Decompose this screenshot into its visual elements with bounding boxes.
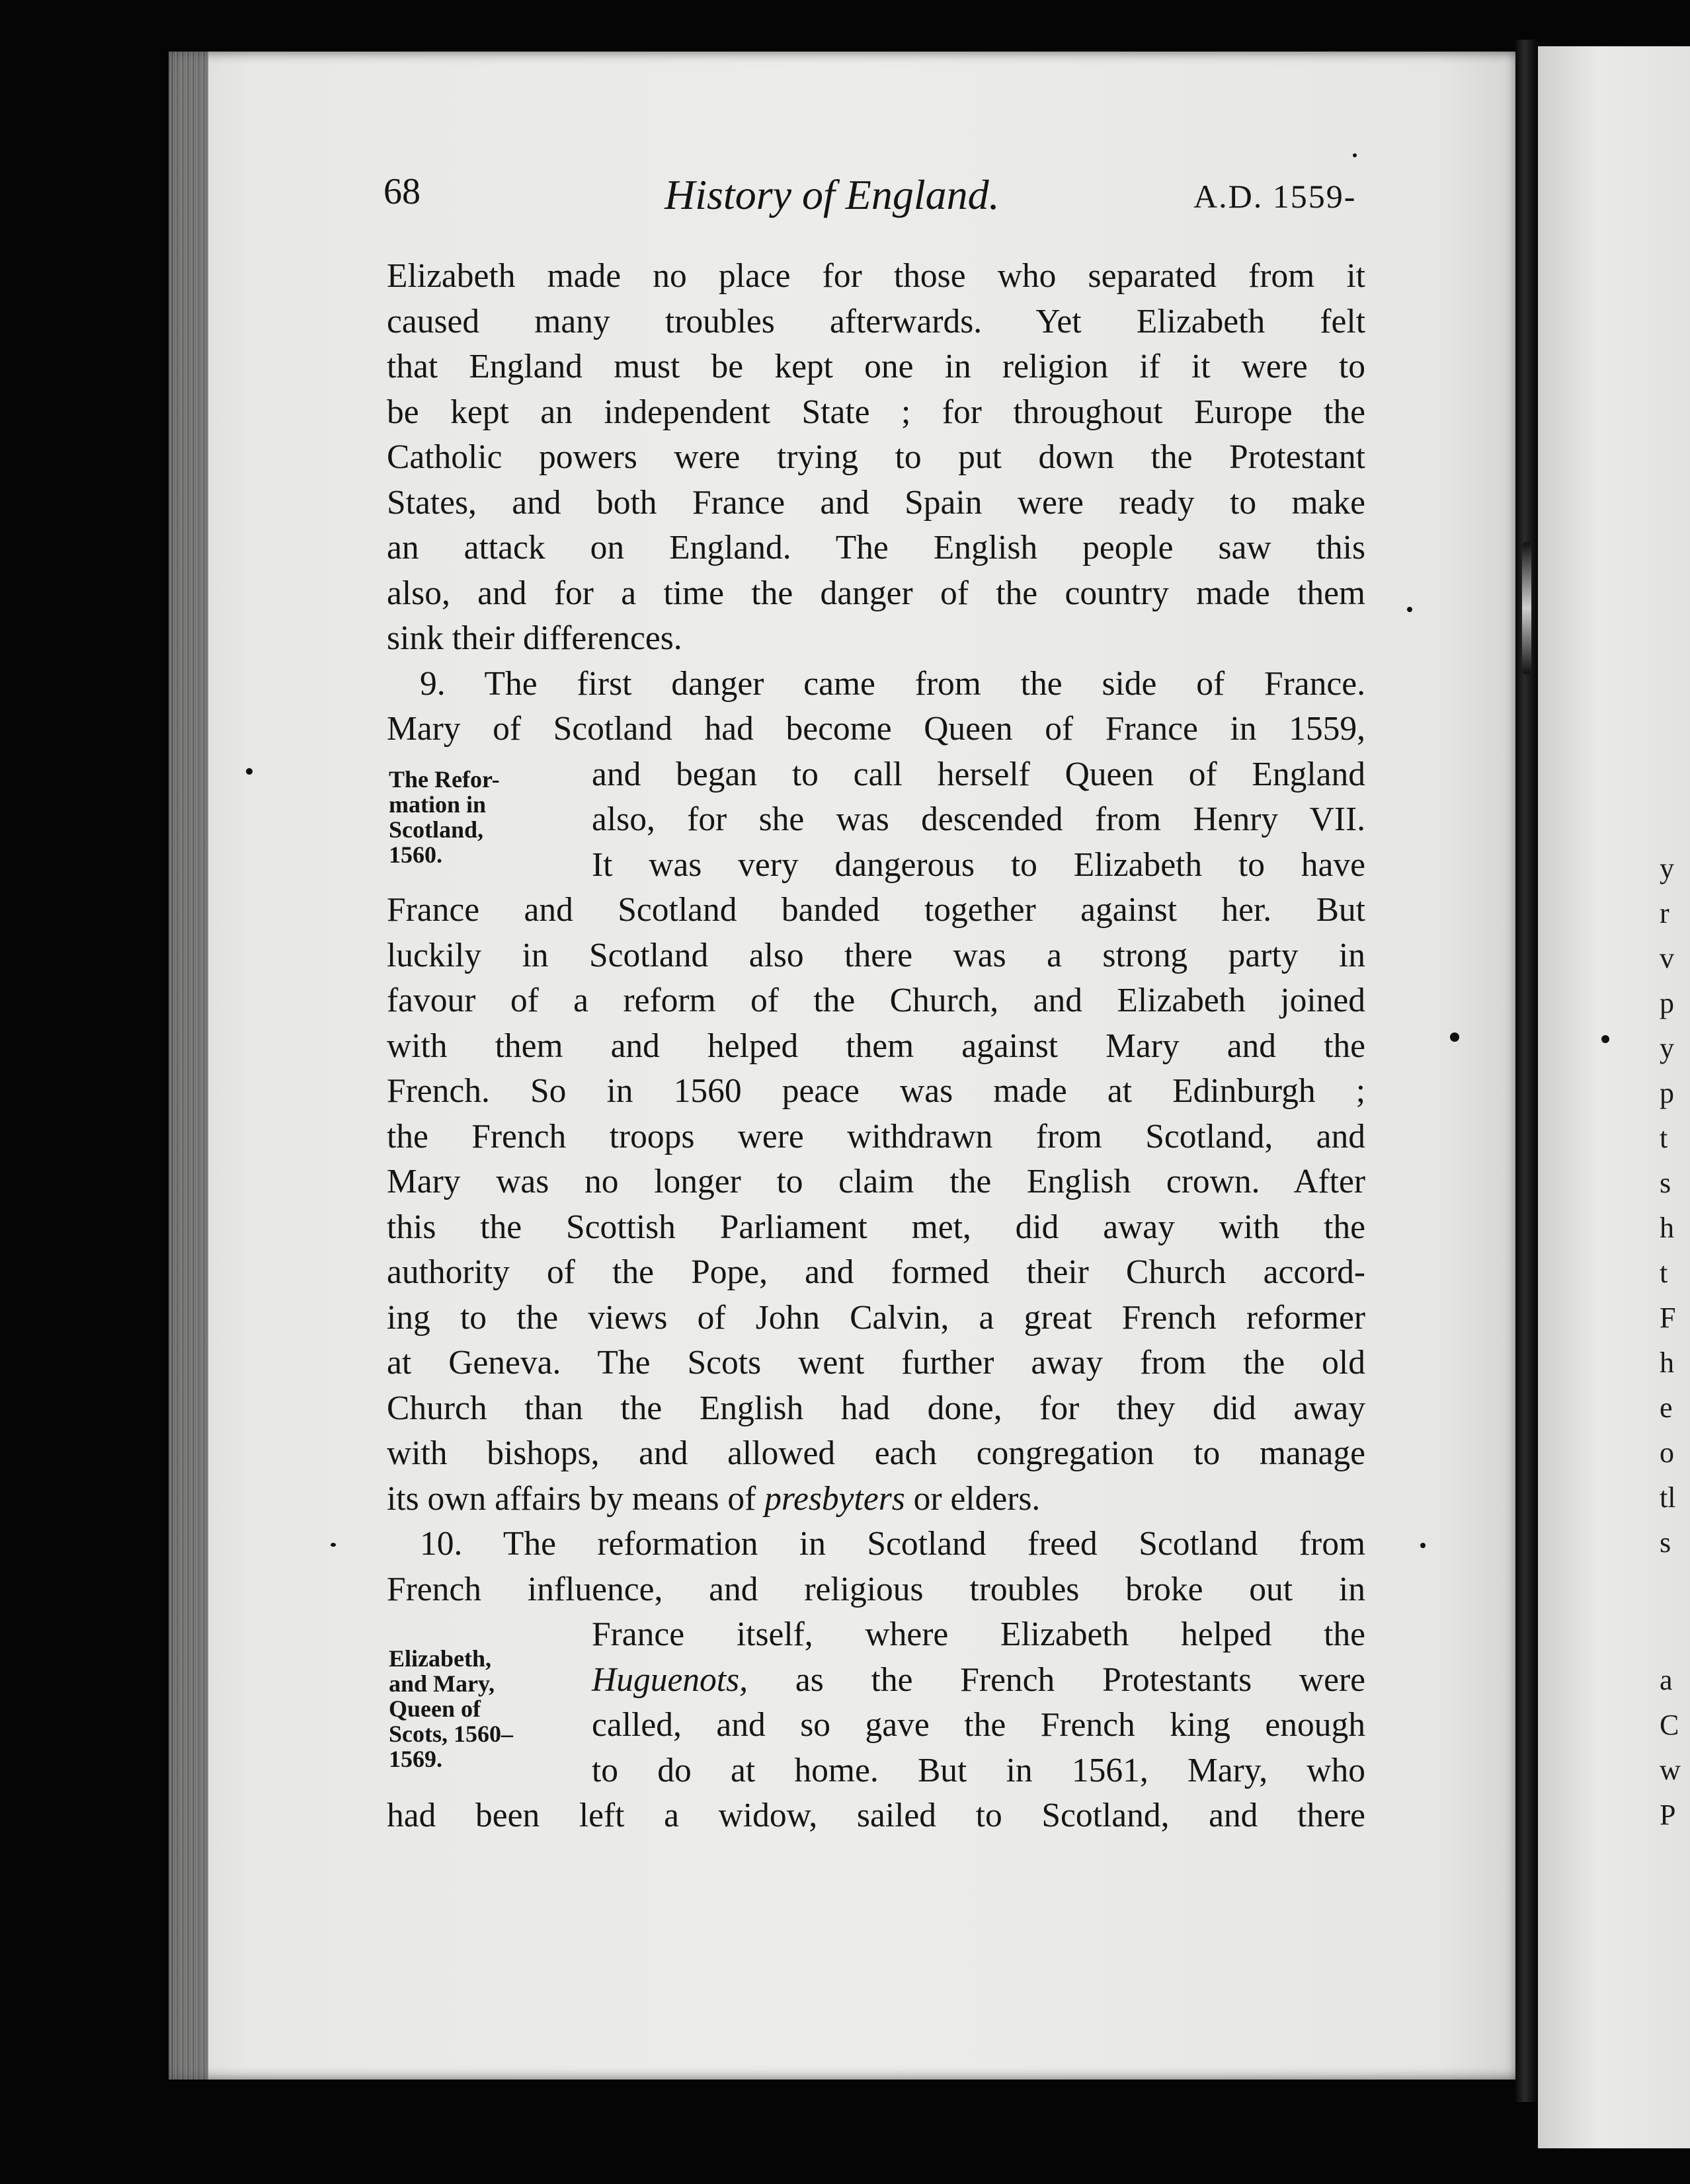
- text-segment: or elders.: [905, 1479, 1041, 1518]
- sidenote-line: and Mary,: [389, 1670, 495, 1697]
- text-line: States, and both France and Spain were ready to make: [387, 483, 1365, 522]
- sidenote-line: Elizabeth,: [389, 1645, 492, 1672]
- text-line: Mary was no longer to claim the English crown. After: [387, 1163, 1365, 1200]
- text-line: It was very dangerous to Elizabeth to have: [592, 845, 1365, 884]
- facing-letter: y: [1660, 1032, 1674, 1064]
- text-line: that England must be kept one in religion if it were to: [387, 348, 1365, 385]
- text-segment: as the French Protestants were: [795, 1660, 1365, 1699]
- text-line: with bishops, and allowed each congregation to manage: [387, 1434, 1365, 1472]
- facing-letter: F: [1660, 1302, 1676, 1334]
- text-line: authority of the Pope, and formed their Church accord-: [387, 1253, 1365, 1291]
- facing-letter: r: [1660, 897, 1670, 929]
- speck: [1450, 1033, 1459, 1042]
- facing-letter: v: [1660, 942, 1674, 974]
- sidenote-line: mation in: [389, 791, 487, 818]
- facing-letter: o: [1660, 1436, 1674, 1469]
- facing-letter: s: [1660, 1526, 1671, 1559]
- text-line: this the Scottish Parliament met, did away with the: [387, 1208, 1365, 1246]
- page-edges: [169, 52, 208, 2080]
- text-line: Mary of Scotland had become Queen of France in 1559,: [387, 710, 1365, 748]
- facing-gap: [1660, 1565, 1690, 1658]
- text-line: [387, 1658, 1365, 1703]
- text-line: ing to the views of John Calvin, a great French reformer: [387, 1298, 1365, 1337]
- running-date: A.D. 1559-: [1193, 178, 1357, 215]
- text-line: caused many troubles afterwards. Yet Elizabeth felt: [387, 302, 1365, 340]
- text-line: to do at home. But in 1561, Mary, who: [592, 1751, 1365, 1789]
- text-line: the French troops were withdrawn from Scotland, and: [387, 1117, 1365, 1155]
- text-line: Church than the English had done, for they did away: [387, 1389, 1365, 1427]
- text-line: luckily in Scotland also there was a strong party in: [387, 936, 1365, 974]
- speck: [1420, 1543, 1426, 1548]
- sidenote-line: 1569.: [389, 1746, 442, 1772]
- sidenote-line: Scotland,: [389, 816, 484, 843]
- body-text: [387, 254, 1365, 1839]
- facing-letter: y: [1660, 852, 1674, 884]
- text-line: had been left a widow, sailed to Scotland, and there: [387, 1797, 1365, 1834]
- paragraph-10-start: 10. The reformation in Scotland freed Scotland from: [420, 1525, 1365, 1563]
- text-line: French. So in 1560 peace was made at Edinburgh ;: [387, 1072, 1365, 1110]
- text-line: Catholic powers were trying to put down the Protestant: [387, 438, 1365, 476]
- text-line: also, and for a time the danger of the country made them: [387, 574, 1365, 612]
- text-line: [387, 1477, 1365, 1522]
- facing-letter: h: [1660, 1346, 1674, 1379]
- paragraph-9-start: 9. The first danger came from the side of France.: [420, 664, 1365, 703]
- speck: [1353, 153, 1357, 157]
- running-header: [383, 171, 1375, 223]
- speck: [331, 1543, 336, 1547]
- facing-letter: C: [1660, 1709, 1679, 1741]
- facing-letter: tl: [1660, 1481, 1676, 1514]
- speck: [1601, 1035, 1609, 1043]
- running-title: History of England.: [664, 171, 1000, 218]
- facing-letter: w: [1660, 1754, 1681, 1786]
- text-line: French influence, and religious troubles broke out in: [387, 1570, 1365, 1608]
- italic-term: presbyters: [764, 1479, 905, 1518]
- text-line: also, for she was descended from Henry VII.: [592, 800, 1365, 838]
- text-line: France itself, where Elizabeth helped the: [592, 1616, 1365, 1653]
- facing-letter: a: [1660, 1664, 1673, 1696]
- sidenote-line: Queen of: [389, 1696, 481, 1722]
- text-line: be kept an independent State ; for throughout Europe the: [387, 393, 1365, 431]
- text-line: favour of a reform of the Church, and Elizabeth joined: [387, 982, 1365, 1019]
- facing-letter: p: [1660, 1077, 1674, 1109]
- sidenote-line: Scots, 1560–: [389, 1721, 513, 1747]
- text-line: called, and so gave the French king enough: [592, 1706, 1365, 1744]
- facing-letter: p: [1660, 987, 1674, 1019]
- facing-letter: P: [1660, 1799, 1676, 1831]
- italic-term: Huguenots,: [592, 1660, 748, 1699]
- sidenote-line: 1560.: [389, 841, 442, 868]
- page-number: 68: [383, 171, 421, 212]
- facing-letter: e: [1660, 1391, 1673, 1424]
- facing-letter: s: [1660, 1167, 1671, 1199]
- facing-letter: h: [1660, 1212, 1674, 1244]
- gutter-highlight: [1522, 542, 1531, 674]
- book-gutter: [1515, 40, 1538, 2102]
- text-line: an attack on England. The English people saw this: [387, 529, 1365, 566]
- sidenote-line: The Refor-: [389, 766, 500, 793]
- speck: [1407, 607, 1412, 612]
- speck: [246, 768, 253, 775]
- facing-page-text: [1660, 846, 1690, 1838]
- text-line: Elizabeth made no place for those who separated from it: [387, 257, 1365, 295]
- text-segment: its own affairs by means of: [387, 1479, 756, 1518]
- text-line: sink their differences.: [387, 619, 682, 657]
- facing-letter: t: [1660, 1122, 1668, 1154]
- text-line: France and Scotland banded together against her. But: [387, 891, 1365, 929]
- text-line: with them and helped them against Mary and the: [387, 1027, 1365, 1065]
- text-line: at Geneva. The Scots went further away from the old: [387, 1344, 1365, 1382]
- facing-letter: t: [1660, 1257, 1668, 1289]
- text-line: and began to call herself Queen of England: [592, 755, 1365, 793]
